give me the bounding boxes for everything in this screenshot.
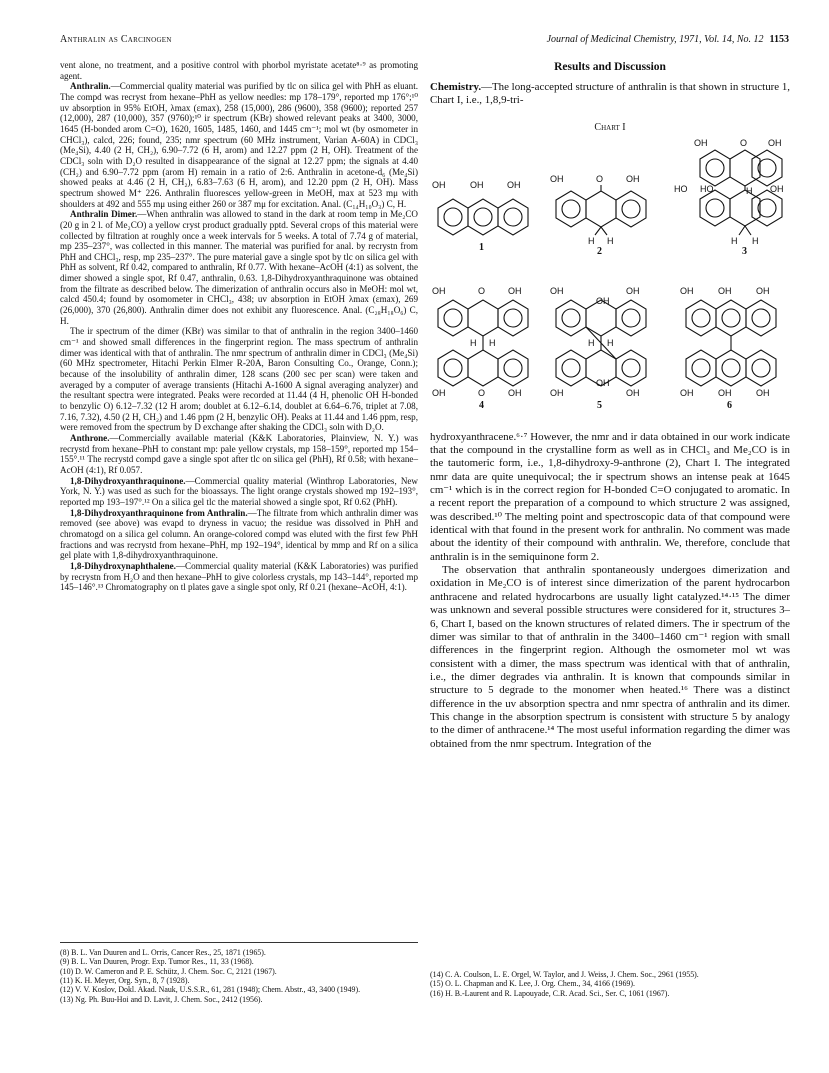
- label-oh: OH: [694, 137, 708, 148]
- paragraph-heading: Anthralin.: [70, 81, 111, 92]
- label-oh: OH: [432, 387, 446, 398]
- label-oh: OH: [432, 285, 446, 296]
- paragraph: The observation that anthralin spontaneously undergoes dimerization and oxidation in Me₂CO is of interest since dimerization of the parent hydrocarbon anthracene and related hydrocarbons are usually light catalyzed.¹⁴·¹⁵ The dimer was unknown and several possible structures were considered for it, structures 3–6, Chart I, based on the known structures of related dimers. The ir spectrum of the dimer was similar to that of anthralin in the 3400–1460 cm⁻¹ region with small differences in the fingerprint region. Although the osmometer mol wt was consistent with a dimer, the mass spectrum was identical with that of anthralin, i.e., the dimer degrades via anthralin. It is known that compounds similar in structure to 5 degrade to the monomer when heated.¹⁶ There was a distinct difference in the uv absorption spectra and nmr spectra of anthralin and its dimer. This change in the absorption spectrum is consistent with structure 5 by analogy to the dimer of anthracene.¹⁴ The most useful information regarding the dimer was obtained from the nmr spectrum. Integration of the: [430, 564, 790, 750]
- label-oh: OH: [626, 387, 640, 398]
- left-column: [60, 60, 418, 593]
- journal-citation: [547, 34, 789, 45]
- paragraph-heading: 1,8-Dihydroxynaphthalene.: [70, 560, 176, 571]
- structure-number: 5: [597, 399, 602, 411]
- structure-2: [550, 173, 650, 257]
- reference: (16) H. B.-Laurent and R. Lapouyade, C.R. Acad. Sci., Ser. C, 1061 (1967).: [430, 988, 670, 998]
- paragraph-text: —The long-accepted structure of anthralin is that shown in structure 1, Chart I, i.e., 1,8,9-tri-: [430, 80, 790, 106]
- label-oh: OH: [626, 285, 640, 296]
- label-h: H: [489, 337, 496, 348]
- structure-number: 6: [727, 399, 732, 411]
- structure-number: 2: [597, 245, 602, 257]
- label-oh: OH: [718, 285, 732, 296]
- structure-5: [550, 285, 660, 411]
- right-body: [430, 81, 790, 751]
- paragraph-heading: Chemistry.: [430, 80, 482, 93]
- structure-number: 4: [479, 399, 484, 411]
- label-oh: OH: [550, 285, 564, 296]
- running-title: Anthralin as Carcinogen: [60, 34, 172, 45]
- paragraph-text: —When anthralin was allowed to stand in the dark at room temp in Me₂CO (20 g in 2 l. of Me₂CO) a yellow cryst product gradually pptd. Several crops of this material were collected by filtration at roughly once a week intervals for 5 weeks. A total of 7.74 g of material, mp 235–237°, was collected in this manner. The material was purified for anal. by recrystn from PhH and CHCl₃, resp, mp 235–237°. The pure material gave a single spot by tlc on silica gel with PhH as solvent, Rf 0.42, compared to anthralin, Rf 0.77. With hexane–AcOH (4:1) as solvent, the dimer showed a single spot, Rf 0.47, anthralin, 0.63. 1,8-Dihydroxyanthraquinone was obtained from the filtrate as described below. The dimerization of anthralin occurs also in MeOH: mol wt, calcd 450.4; found by osomometer in CHCl₃, 438; uv absorption in EtOH λmax (εmax), 269 (26,000), 370 (26,800). Anthralin dimer does not exhibit any fluorescence. Anal. (C₂₈H₁₈O₆) C, H.: [60, 209, 419, 326]
- label-ho: HO: [674, 183, 688, 194]
- paragraph-heading: 1,8-Dihydroxyanthraquinone from Anthralin.: [70, 507, 248, 518]
- label-h: H: [752, 235, 759, 246]
- paragraph: [60, 508, 418, 561]
- reference: (14) C. A. Coulson, L. E. Orgel, W. Taylor, and J. Weiss, J. Chem. Soc., 2961 (1955).: [430, 970, 699, 979]
- footnote-rule: [60, 942, 418, 943]
- label-h: H: [607, 235, 614, 246]
- label-oh: OH: [626, 173, 640, 184]
- reference: (10) D. W. Cameron and P. E. Schütz, J. Chem. Soc. C, 2121 (1967).: [60, 966, 277, 976]
- journal-name: Journal of Medicinal Chemistry, 1971, Vol. 14, No. 12: [546, 34, 764, 45]
- paragraph-text: vent alone, no treatment, and a positive control with phorbol myristate acetate⁸·⁹ as promoting agent.: [60, 60, 418, 81]
- paragraph-text: The ir spectrum of the dimer (KBr) was similar to that of anthralin in the region 3400–1460 cm⁻¹ and showed small differences in the fingerprint region. The mass spectrum of anthralin dimer was identical with that of anthralin. The nmr spectrum of anthralin dimer in CDCl₃ (Me₄Si) (60 MHz spectrometer, Hitachi Perkin Elmer R-20A, Baron Consulting Co., Orange, Conn.); because of the insolubility of anthralin dimer, 128 scans (200 sec per scan) were taken and averaged by a computer of average transients (Hitachi A-1600 A signal averaging analyzer) and the resultant spectra were integrated. Peaks were recorded at 11.44 (4 H, phenolic OH H-bonded to benzylic O) 6.12–7.32 (12 H arom; doublet at 6.12–6.14, doublet at 6.64–6.76, triplet at 7.08, 7.16, 7.32), 4.50 (2 H, CH₂) and 1.46 ppm (2 H, benzylic OH). Peaks at 11.44 and 1.46 ppm, resp, were removed from the spectrum by D exchange after shaking the CDCl₃ soln with D₂O.: [60, 326, 418, 433]
- paragraph: [430, 81, 790, 108]
- paragraph-text: —The filtrate from which anthralin dimer was removed (see above) was evapd to dryness in vacuo; the residue was dissolved in PhH and chromatogd on a silica gel column. An orange-colored compd was eluted with the first few PhH fractions and was recrystd from hexane–PhH, mp 192–194°, identical by mmp and Rf on a silica gel plate with 1,8-dihydroxyanthraquinone.: [60, 507, 418, 561]
- label-o: O: [478, 387, 486, 398]
- label-h: H: [607, 337, 614, 348]
- paragraph-text: —Commercial quality material (K&K Laboratories) was purified by recrystn from H₂O and then hexane–PhH to give colorless crystals, mp 143–144°, reported mp 145–146°.¹³ Chromatography on tl plates gave a single spot only, Rf 0.21 (hexane–AcOH, 4:1).: [60, 560, 418, 593]
- chart-title: Chart I: [594, 122, 626, 134]
- paragraph: hydroxyanthracene.⁶·⁷ However, the nmr and ir data obtained in our work indicate that the compound in the crystalline form as well as in CHCl₃ and Me₂CO is in the tautomeric form, i.e., 1,8-dihydroxy-9-anthrone (2), Chart I. The integrated nmr data are quite unequivocal; the ir spectrum shows an intense peak at 1645 cm⁻¹ which is in the correct region for H-bonded C=O conjugated to aromatic. In a recent report the preparation of a compound to which structure 2 was assigned, was described.¹⁰ The melting point and spectroscopic data of that compound were identical with that found in the present work for anthralin. No comment was made about the identity of their compound with anthralin. We, therefore, conclude that anthralin is in the semiquinone form 2.: [430, 430, 790, 563]
- reference: (8) B. L. Van Duuren and L. Orris, Cancer Res., 25, 1871 (1965).: [60, 948, 266, 957]
- structure-5-drawing: [550, 297, 660, 407]
- label-h: H: [731, 235, 738, 246]
- running-head: [60, 34, 789, 45]
- paragraph: [60, 209, 418, 326]
- reference: (13) Ng. Ph. Buu-Hoi and D. Lavit, J. Chem. Soc., 2412 (1956).: [60, 994, 263, 1004]
- label-oh: OH: [508, 285, 522, 296]
- reference: (12) V. V. Koslov, Dokl. Akad. Nauk, U.S.S.R., 61, 281 (1948); Chem. Abstr., 43, 3400 (1949).: [60, 985, 361, 995]
- label-o: O: [740, 137, 748, 148]
- reference: (15) O. L. Chapman and K. Lee, J. Org. Chem., 34, 4166 (1969).: [430, 979, 635, 989]
- label-o: O: [478, 285, 486, 296]
- structure-4: [432, 285, 532, 411]
- label-oh: OH: [596, 377, 610, 388]
- structure-6: [680, 285, 780, 411]
- paragraph: [60, 326, 418, 433]
- label-h: H: [470, 337, 477, 348]
- paragraph-text: —Commercial quality material (Winthrop Laboratories, New York, N. Y.) was used as such for the bioassays. The light orange crystals showed mp 192–193°, reported mp 193–197°.¹² On a silica gel tlc the material showed a single spot, Rf 0.62 (PhH).: [60, 475, 418, 507]
- label-oh: OH: [680, 285, 694, 296]
- references-left: [60, 948, 418, 1004]
- label-oh: OH: [550, 173, 564, 184]
- reference: (9) B. L. Van Duuren, Progr. Exp. Tumor Res., 11, 33 (1968).: [60, 957, 254, 967]
- page-number: 1153: [769, 34, 789, 45]
- paragraph: [60, 561, 418, 593]
- label-oh: OH: [770, 183, 784, 194]
- paragraph-heading: Anthralin Dimer.: [70, 209, 138, 220]
- paragraph: [60, 476, 418, 508]
- label-o: O: [596, 173, 604, 184]
- label-oh: OH: [768, 137, 782, 148]
- label-oh: OH: [470, 179, 484, 190]
- paragraph-heading: 1,8-Dihydroxyanthraquinone.: [70, 475, 186, 486]
- chemical-structures-chart: [430, 137, 790, 431]
- structure-3: [674, 137, 790, 257]
- right-column: [430, 60, 790, 751]
- paragraph-heading: Anthrone.: [70, 432, 110, 443]
- paragraph: [60, 81, 418, 209]
- label-h: H: [746, 185, 753, 196]
- label-oh: OH: [550, 387, 564, 398]
- label-h: H: [588, 235, 595, 246]
- structure-number: 3: [742, 245, 747, 257]
- reference: (11) K. H. Meyer, Org. Syn., 8, 7 (1928).: [60, 976, 190, 986]
- label-oh: OH: [508, 387, 522, 398]
- section-title: Results and Discussion: [554, 61, 666, 73]
- label-oh: OH: [718, 387, 732, 398]
- structure-1: [432, 179, 532, 253]
- references-right: [430, 970, 790, 998]
- label-h: H: [588, 337, 595, 348]
- paragraph-text: —Commercial quality material was purified by tlc on silica gel with PhH as eluant. The compd was recryst from hexane–PhH as yellow needles: mp 178–179°, reported mp 176°;¹⁰ uv absorption in 95% EtOH, λmax (εmax), 258 (15,000), 286 (9600), 358 (9600); reported 257 (12,000), 287 (10,000), 357 (9760);¹⁰ ir spectrum (KBr) showed relevant peaks at 3400, 3000, 1645 (H-bonded arom C=O), 1620, 1605, 1485, 1460, and 1445 cm⁻¹; mol wt (by osmometer in CHCl₃), calcd, 226; found, 235; nmr spectrum (60 MHz instrument, Varian A-60A) in CDCl₃ (Me₄Si), 4.40 (2 H, CH₂), 6.90–7.72 (6 H, arom) and 12.27 ppm (2 H, OH). Treatment of the CDCl₃ soln with D₂O resulted in disappearance of the signal at 12.27 ppm; the signals at 4.40 (CH₂) and 6.90–7.72 ppm (arom H) remain in a ratio of 2:6. Anthralin in acetone-d₆ (Me₄Si) showed peaks at 4.46 (2 H, CH₂), 6.83–7.63 (6 H, arom), and 12.20 ppm (2 H, OH). Mass spectrum showed M⁺ 226. Anthralin fluoresces yellow-green in MeOH, max at 523 mμ with shoulders at 492 and 555 mμ using either 260 or 387 mμ for excitation. Anal. (C₁₄H₁₀O₃) C, H.: [60, 81, 418, 209]
- structure-number: 1: [479, 241, 484, 253]
- paragraph: [60, 433, 418, 476]
- paragraph: [60, 60, 418, 81]
- label-oh: OH: [756, 285, 770, 296]
- label-oh: OH: [680, 387, 694, 398]
- label-oh: OH: [507, 179, 521, 190]
- paragraph-text: —Commercially available material (K&K Laboratories, Plainview, N. Y.) was recrystd from hexane–PhH to constant mp: pale yellow crystals, mp 158–159°, reported mp 154–155°.¹¹ The recrystd compd gave a single spot after tlc on silica gel (PhH), Rf 0.58; with hexane–AcOH (4:1), Rf 0.057.: [60, 432, 418, 475]
- label-oh: OH: [756, 387, 770, 398]
- label-oh: OH: [432, 179, 446, 190]
- label-ho: HO: [700, 183, 714, 194]
- label-oh: OH: [596, 295, 610, 306]
